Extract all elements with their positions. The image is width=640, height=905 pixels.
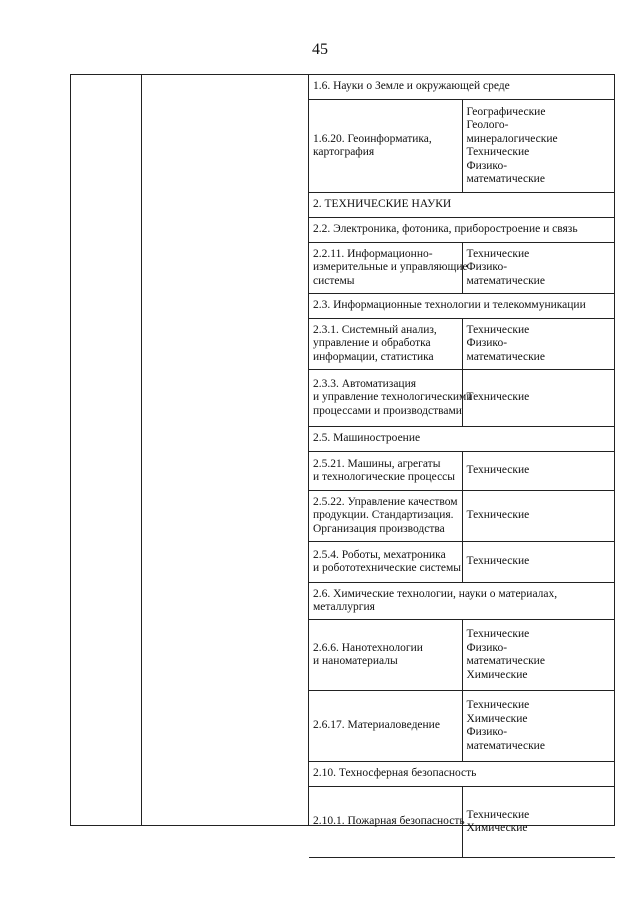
science-branch: минералогические bbox=[466, 132, 558, 145]
specialty-name-line: 2.6.17. Материаловедение bbox=[313, 719, 440, 732]
specialty-name-line: 2.5.21. Машины, агрегаты bbox=[313, 457, 441, 470]
specialties-table bbox=[70, 74, 615, 834]
specialty-row bbox=[309, 319, 615, 370]
specialty-name-line: и технологические процессы bbox=[313, 471, 456, 483]
section-heading bbox=[309, 193, 615, 218]
section-heading-line: 2.5. Машиностроение bbox=[313, 432, 421, 445]
specialty-name bbox=[309, 542, 462, 583]
science-branch: Технические bbox=[466, 509, 530, 522]
science-branch: Технические bbox=[466, 555, 530, 568]
specialty-name bbox=[309, 620, 462, 691]
science-branch: Физико- bbox=[466, 641, 508, 654]
science-branch: Физико- bbox=[466, 261, 508, 274]
science-branch: Технические bbox=[466, 808, 530, 821]
specialty-name-line: продукции. Стандартизация. bbox=[313, 509, 454, 522]
section-heading bbox=[309, 75, 615, 100]
specialty-name-line: процессами и производствами bbox=[313, 404, 462, 417]
specialty-name-line: 2.10.1. Пожарная безопасность bbox=[313, 815, 465, 828]
section-heading-line: 2.3. Информационные технологии и телекоммуникации bbox=[313, 299, 586, 312]
specialty-row bbox=[309, 452, 615, 491]
science-branch: Физико- bbox=[466, 337, 508, 350]
specialty-row bbox=[309, 620, 615, 691]
section-row bbox=[309, 427, 615, 452]
science-branch: Географические bbox=[466, 105, 546, 118]
specialty-name-line: управление и обработка bbox=[313, 337, 431, 350]
section-row bbox=[309, 75, 615, 100]
specialty-name-line: информации, статистика bbox=[313, 350, 434, 363]
section-row bbox=[309, 218, 615, 243]
science-branch: Технические bbox=[466, 323, 530, 336]
science-branch: Технические bbox=[466, 247, 530, 260]
specialty-name bbox=[309, 243, 468, 294]
specialty-name-line: и наноматериалы bbox=[313, 655, 398, 667]
science-branch: математические bbox=[466, 350, 545, 363]
specialty-name-line: и робототехнические системы bbox=[313, 562, 461, 574]
science-branch: Физико- bbox=[466, 159, 508, 172]
section-row bbox=[309, 294, 615, 319]
science-branches bbox=[462, 787, 615, 858]
science-branches bbox=[462, 491, 615, 542]
science-branch: Технические bbox=[466, 146, 530, 158]
specialty-name-line: 2.3.1. Системный анализ, bbox=[313, 323, 437, 336]
section-heading bbox=[309, 218, 615, 243]
specialty-row bbox=[309, 243, 615, 294]
science-branches bbox=[462, 370, 615, 427]
science-branches bbox=[462, 100, 615, 193]
specialty-name bbox=[309, 787, 465, 858]
science-branch: математические bbox=[466, 274, 545, 287]
section-heading-line: металлургия bbox=[313, 601, 375, 613]
specialty-name-line: Организация производства bbox=[313, 522, 445, 535]
science-branch: Химические bbox=[466, 822, 528, 834]
science-branch: Технические bbox=[466, 628, 530, 640]
section-heading-line: 1.6. Науки о Земле и окружающей среде bbox=[313, 80, 510, 93]
science-branches bbox=[462, 243, 615, 294]
specialty-row bbox=[309, 691, 615, 762]
section-heading-line: 2.6. Химические технологии, науки о материалах, bbox=[313, 587, 558, 600]
science-branch: математические bbox=[466, 655, 545, 667]
section-heading bbox=[309, 294, 615, 319]
specialty-name bbox=[309, 319, 462, 370]
science-branches bbox=[462, 452, 615, 491]
specialty-name-line: картография bbox=[313, 146, 375, 158]
science-branch: Технические bbox=[466, 464, 530, 477]
section-row bbox=[309, 583, 615, 620]
section-heading bbox=[309, 427, 615, 452]
science-branches bbox=[462, 620, 615, 691]
specialties-grid bbox=[309, 75, 615, 858]
science-branch: Геолого- bbox=[466, 119, 509, 131]
specialty-name bbox=[309, 370, 473, 427]
specialty-name bbox=[309, 452, 462, 491]
science-branches bbox=[462, 691, 615, 762]
science-branch: Химические bbox=[466, 668, 528, 681]
specialty-name-line: 2.3.3. Автоматизация bbox=[313, 377, 417, 390]
science-branch: Технические bbox=[466, 699, 530, 711]
science-branch: Технические bbox=[466, 391, 530, 404]
section-row bbox=[309, 193, 615, 218]
specialty-name-line: и управление технологическими bbox=[313, 391, 473, 404]
science-branch: математические bbox=[466, 739, 545, 752]
column-divider bbox=[141, 75, 142, 825]
page-number: 45 bbox=[312, 41, 328, 58]
specialty-row bbox=[309, 370, 615, 427]
specialty-row bbox=[309, 491, 615, 542]
specialty-name-line: 2.5.22. Управление качеством bbox=[313, 495, 458, 508]
specialty-name-line: 2.6.6. Нанотехнологии bbox=[313, 641, 423, 654]
specialty-name bbox=[309, 100, 462, 193]
science-branch: Физико- bbox=[466, 726, 508, 738]
specialty-name-line: 2.5.4. Роботы, мехатроника bbox=[313, 548, 446, 561]
science-branch: Химические bbox=[466, 712, 528, 725]
specialty-name-line: 1.6.20. Геоинформатика, bbox=[313, 132, 432, 145]
specialty-name-line: 2.2.11. Информационно- bbox=[313, 247, 433, 260]
section-heading bbox=[309, 762, 615, 787]
section-heading-line: 2. ТЕХНИЧЕСКИЕ НАУКИ bbox=[313, 198, 452, 211]
section-heading-line: 2.10. Техносферная безопасность bbox=[313, 767, 477, 780]
specialty-row bbox=[309, 100, 615, 193]
specialty-row bbox=[309, 787, 615, 858]
specialty-name-line: системы bbox=[313, 274, 355, 287]
specialty-name bbox=[309, 691, 462, 762]
specialty-name-line: измерительные и управляющие bbox=[313, 261, 468, 274]
science-branch: математические bbox=[466, 173, 545, 185]
science-branches bbox=[462, 319, 615, 370]
science-branches bbox=[462, 542, 615, 583]
section-row bbox=[309, 762, 615, 787]
specialty-name bbox=[309, 491, 462, 542]
section-heading-line: 2.2. Электроника, фотоника, приборостроение и связь bbox=[313, 223, 578, 236]
section-heading bbox=[309, 583, 615, 620]
specialty-row bbox=[309, 542, 615, 583]
